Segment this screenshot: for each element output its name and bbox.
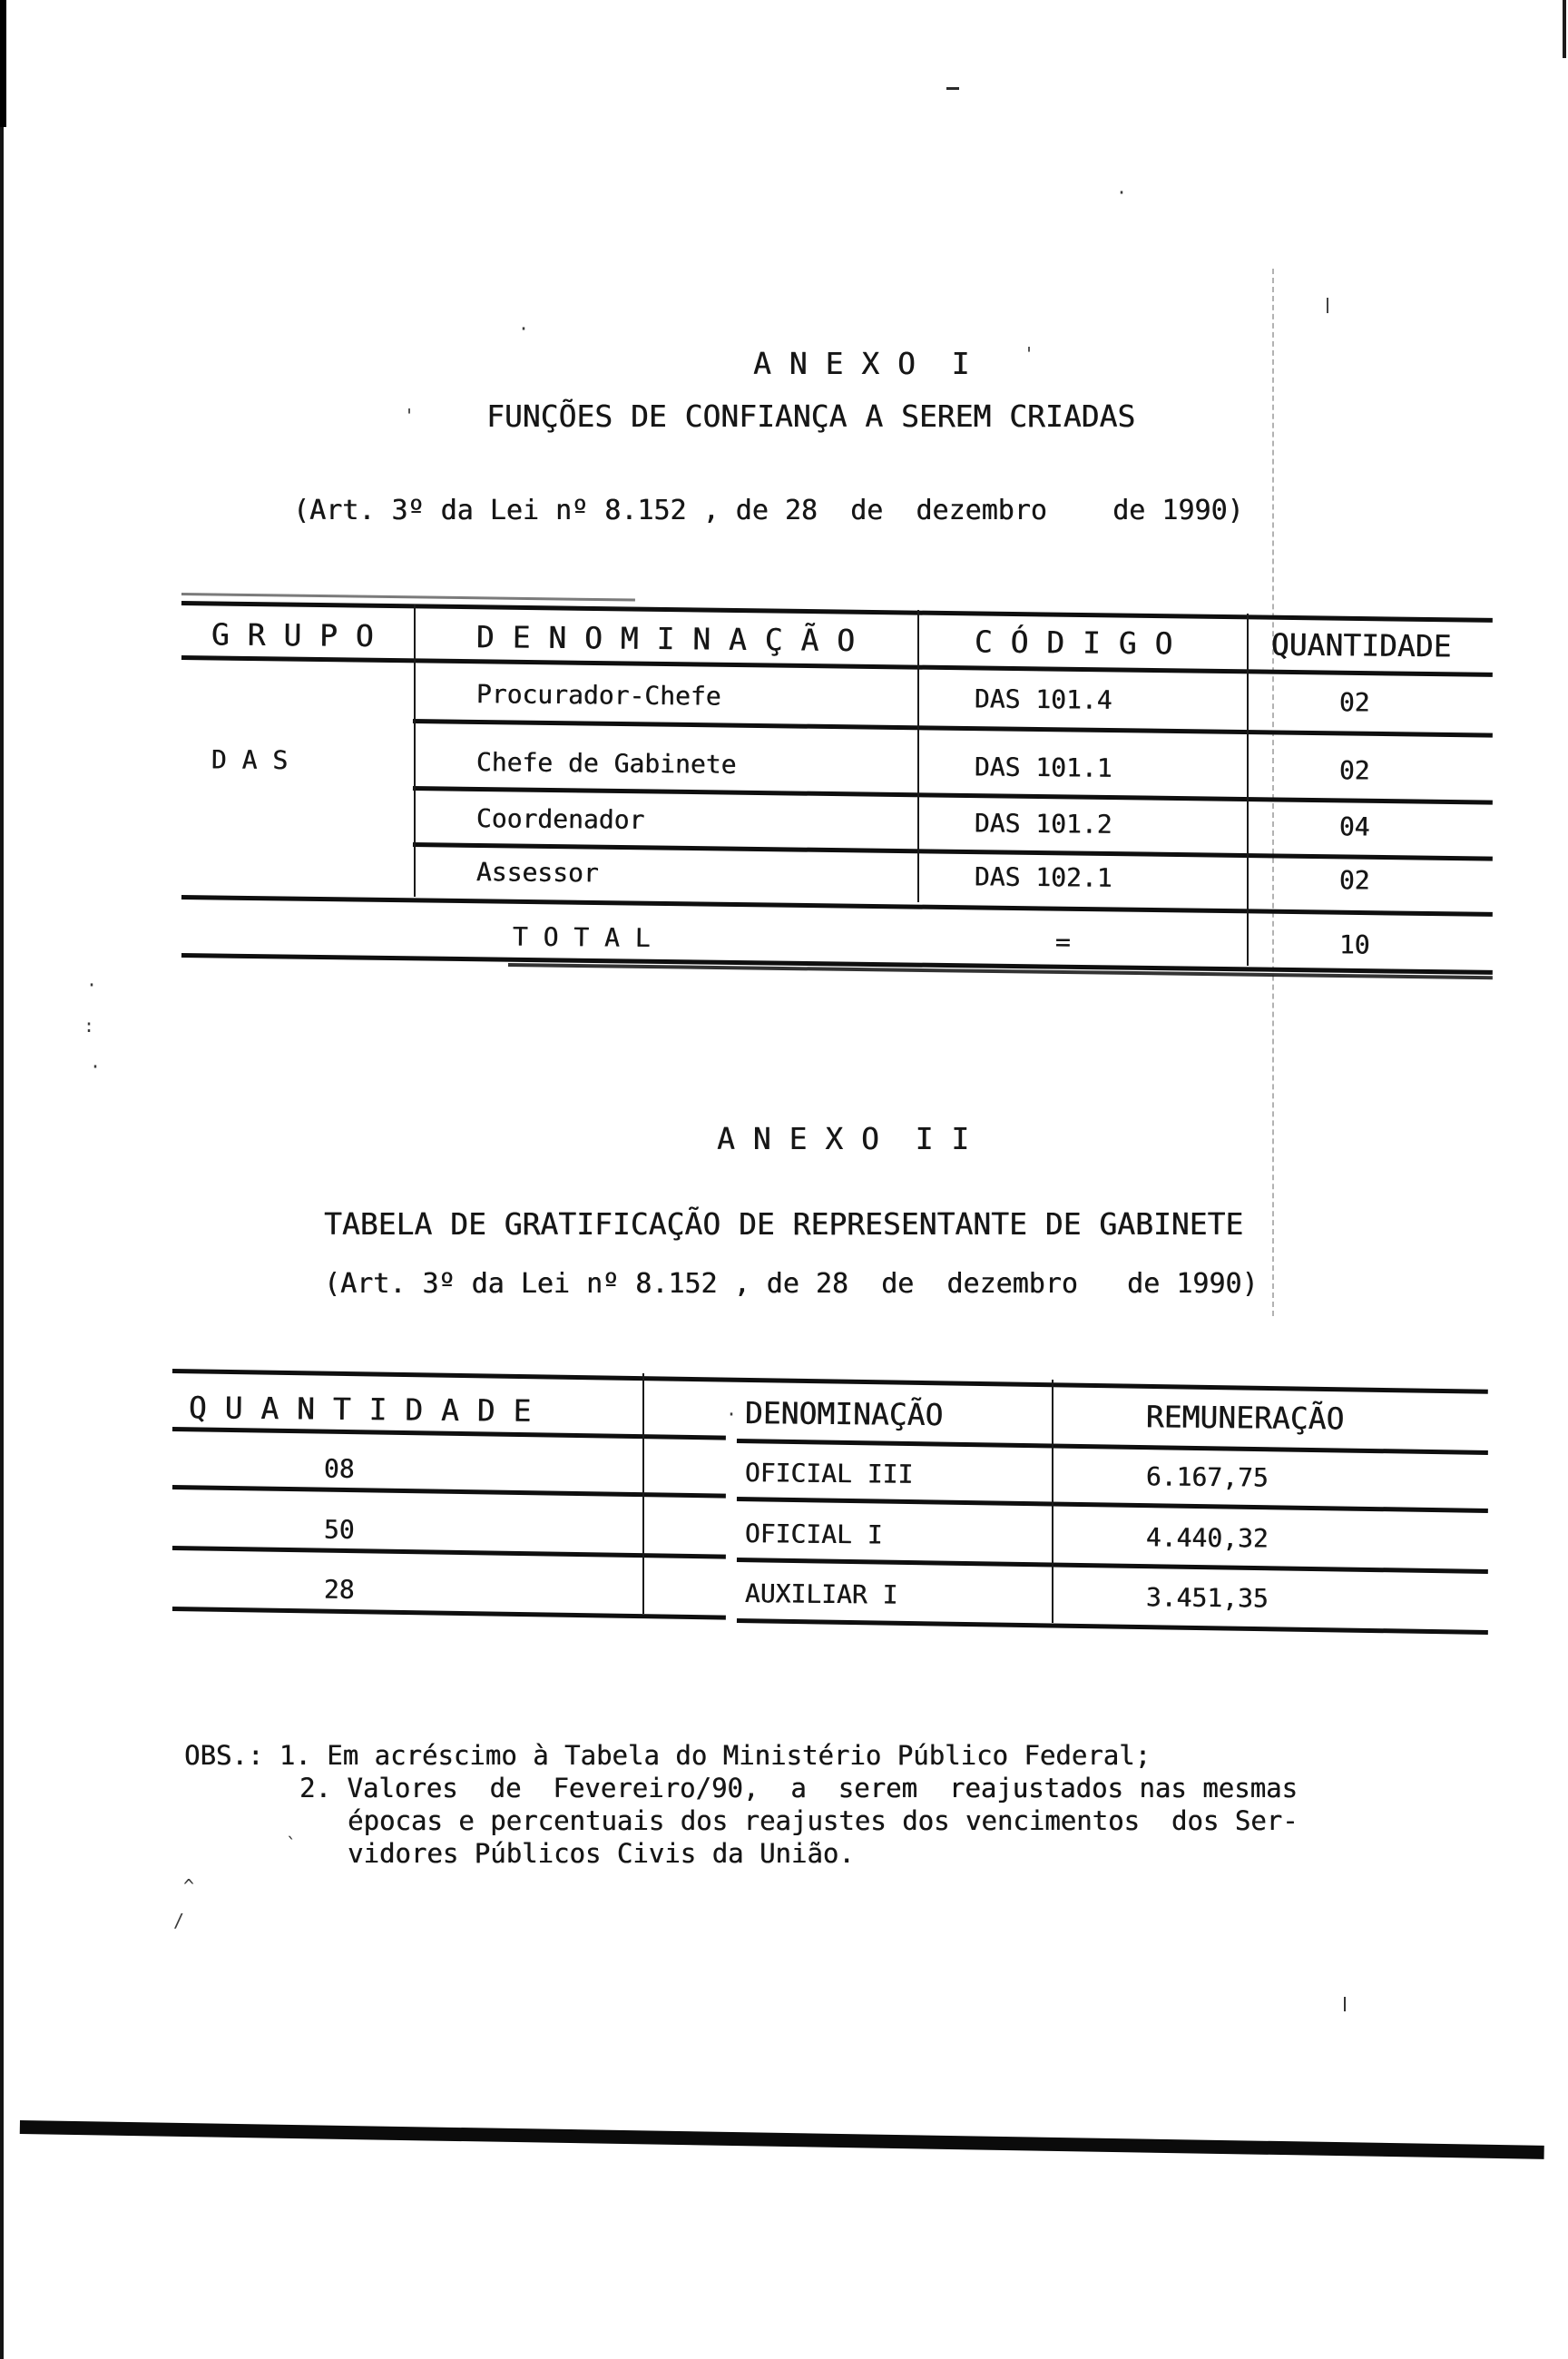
obs-line-2: 2. Valores de Fevereiro/90, a serem reajustados nas mesmas bbox=[299, 1773, 1298, 1804]
anexo2-title: A N E X O I I bbox=[717, 1121, 970, 1156]
scan-noise: · bbox=[90, 1056, 102, 1077]
scan-noise: ^ bbox=[183, 1875, 195, 1897]
scan-noise bbox=[946, 87, 959, 90]
table2-col-header-remuneracao: REMUNERAÇÃO bbox=[1145, 1399, 1345, 1437]
obs-line-3: épocas e percentuais dos reajustes dos vencimentos dos Ser- bbox=[348, 1805, 1298, 1836]
scan-noise: · bbox=[518, 318, 530, 339]
table2-row3-denominacao: AUXILIAR I bbox=[744, 1578, 898, 1610]
table1-row3-codigo: DAS 101.2 bbox=[974, 808, 1112, 840]
scan-noise: ` bbox=[286, 1833, 298, 1855]
table2-row2-quantidade: 50 bbox=[323, 1514, 355, 1545]
scan-noise: ' bbox=[1024, 343, 1035, 365]
anexo1-subtitle: FUNÇÕES DE CONFIANÇA A SEREM CRIADAS bbox=[486, 398, 1136, 434]
anexo2-subtitle: TABELA DE GRATIFICAÇÃO DE REPRESENTANTE DE GABINETE bbox=[324, 1206, 1244, 1242]
table2-col-header-denominacao: DENOMINAÇÃO bbox=[744, 1395, 944, 1433]
table2-row2-denominacao: OFICIAL I bbox=[744, 1519, 883, 1550]
table1-col-header-denominacao: D E N O M I N A Ç Ã O bbox=[475, 619, 856, 659]
table1-row2-codigo: DAS 101.1 bbox=[974, 752, 1112, 783]
table1-grupo-label: D A S bbox=[211, 744, 289, 776]
scan-noise: · bbox=[726, 1403, 738, 1425]
anexo1-title: A N E X O I bbox=[753, 346, 970, 381]
table1-col-header-quantidade: QUANTIDADE bbox=[1270, 626, 1452, 664]
scan-noise: : bbox=[83, 1015, 95, 1037]
scan-noise: ' bbox=[404, 405, 416, 427]
table2-row1-remuneracao: 6.167,75 bbox=[1145, 1461, 1269, 1493]
obs-line-4: vidores Públicos Civis da União. bbox=[348, 1838, 855, 1869]
table1-total-equals: = bbox=[1054, 927, 1071, 958]
scan-noise: / bbox=[173, 1910, 185, 1931]
obs-line-1: OBS.: 1. Em acréscimo à Tabela do Ministério Público Federal; bbox=[184, 1740, 1152, 1771]
table2-row3-remuneracao: 3.451,35 bbox=[1145, 1582, 1269, 1614]
scan-noise bbox=[1344, 1997, 1346, 2011]
table1-row1-quantidade: 02 bbox=[1338, 687, 1370, 718]
table1-total-label: T O T A L bbox=[512, 921, 651, 953]
table1-row3-denominacao: Coordenador bbox=[475, 803, 645, 835]
table1-row2-quantidade: 02 bbox=[1338, 755, 1370, 786]
table1-col-header-codigo: C Ó D I G O bbox=[974, 624, 1173, 662]
scan-noise: · bbox=[1116, 182, 1128, 203]
table2-row1-quantidade: 08 bbox=[323, 1453, 355, 1484]
table1-row1-codigo: DAS 101.4 bbox=[974, 683, 1112, 715]
table1-row2-denominacao: Chefe de Gabinete bbox=[475, 747, 737, 780]
table1-row4-quantidade: 02 bbox=[1338, 865, 1370, 896]
anexo1-law-reference: (Art. 3º da Lei nº 8.152 , de 28 de dezembro de 1990) bbox=[293, 495, 1244, 526]
table1-row1-denominacao: Procurador-Chefe bbox=[475, 679, 721, 712]
table2-row1-denominacao: OFICIAL III bbox=[744, 1458, 914, 1489]
table2-col-header-quantidade: Q U A N T I D A D E bbox=[188, 1390, 532, 1429]
scan-noise: · bbox=[86, 974, 98, 996]
anexo2-law-reference: (Art. 3º da Lei nº 8.152 , de 28 de dezembro de 1990) bbox=[324, 1268, 1259, 1300]
table1-row4-denominacao: Assessor bbox=[475, 857, 599, 889]
table1-col-header-grupo: G R U P O bbox=[211, 616, 374, 654]
scan-noise bbox=[1327, 298, 1328, 313]
table1-row3-quantidade: 04 bbox=[1338, 811, 1370, 842]
table1-row4-codigo: DAS 102.1 bbox=[974, 861, 1112, 893]
table1-total-value: 10 bbox=[1338, 929, 1370, 960]
table2-row2-remuneracao: 4.440,32 bbox=[1145, 1522, 1269, 1554]
table2-row3-quantidade: 28 bbox=[323, 1574, 355, 1605]
